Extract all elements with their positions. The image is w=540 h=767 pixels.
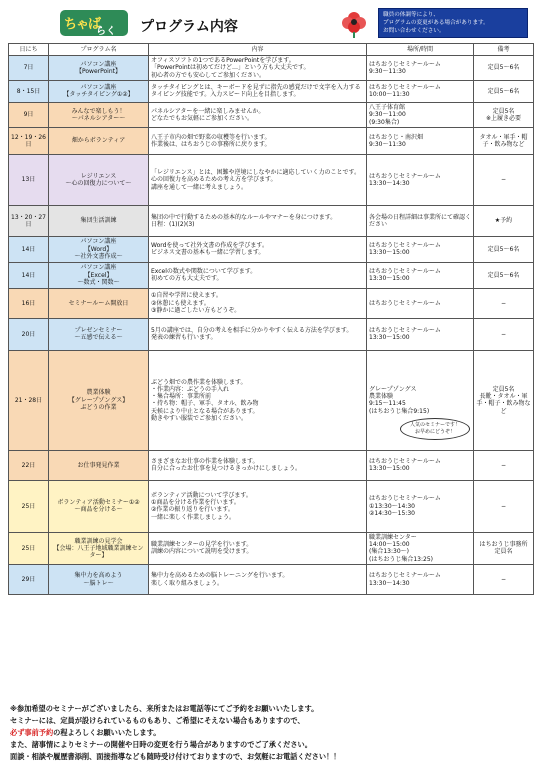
note-cell: 定員5〜6名 <box>474 80 534 102</box>
content-cell: タッチタイピングとは、キーボードを見ずに指先の感覚だけで文字を入力するタイピング技能です。入力スピード向上を目指します。 <box>149 80 367 102</box>
note-cell: − <box>474 565 534 595</box>
footer-line-4: また、諸事情によりセミナーの開催や日時の変更を行う場合がありますのでご了承ください。 <box>10 740 312 749</box>
place-cell: はちおうじセミナールーム 13:30〜14:30 <box>367 565 474 595</box>
table-row <box>9 127 534 154</box>
table-header-row <box>9 44 534 56</box>
note-cell: − <box>474 318 534 350</box>
date-cell: 25日 <box>9 532 49 564</box>
table-row <box>9 205 534 236</box>
logo-text: ちゃば <box>64 17 101 32</box>
content-cell: パネルシアターを一緒に楽しみませんか。 どなたでもお気軽にご参加ください。 <box>149 102 367 127</box>
date-cell: 20日 <box>9 318 49 350</box>
logo-sub: らく <box>96 26 116 37</box>
footer-line-1: ※参加希望のセミナーがございましたら、来所またはお電話等にてご予約をお願いいたします。 <box>10 704 319 713</box>
place-cell: はちおうじセミナールーム <box>367 288 474 318</box>
date-cell: 8・15日 <box>9 80 49 102</box>
program-cell: 集団生活訓練 <box>49 205 149 236</box>
note-cell: 定員5名 長靴・タオル・軍手・帽子・飲み物など <box>474 350 534 450</box>
program-cell: ボランティア活動セミナー①② 〜商品を分ける〜 <box>49 480 149 532</box>
date-cell: 21・28日 <box>9 350 49 450</box>
notice-line: 職員の体調等により、 <box>383 12 439 18</box>
page-header <box>0 0 540 42</box>
program-cell: パソコン講座 【Excel】 〜数式・関数〜 <box>49 262 149 288</box>
popular-bubble: 人気のセミナーです！ お早めにどうぞ！ <box>400 418 470 440</box>
date-cell: 22日 <box>9 450 49 480</box>
table-row <box>9 565 534 595</box>
footer-notes <box>10 703 530 763</box>
notice-box <box>378 8 528 38</box>
table-row <box>9 236 534 262</box>
place-cell: はちおうじセミナールーム 13:30〜15:00 <box>367 318 474 350</box>
date-cell: 7日 <box>9 56 49 81</box>
note-cell: − <box>474 450 534 480</box>
brand-logo <box>60 10 128 36</box>
place-cell: 八王子体育館 9:30〜11:00 (9:30集合) <box>367 102 474 127</box>
program-cell: セミナールーム開放日 <box>49 288 149 318</box>
place-cell: はちおうじセミナールーム 13:30〜15:00 <box>367 236 474 262</box>
content-cell: ①自習や学習に使えます。 ②休憩にも使えます。 ③静かに過ごしたい方もどうぞ。 <box>149 288 367 318</box>
note-cell: − <box>474 288 534 318</box>
date-cell: 14日 <box>9 262 49 288</box>
date-cell: 14日 <box>9 236 49 262</box>
place-cell: はちおうじセミナールーム ①13:30〜14:30 ②14:30〜15:30 <box>367 480 474 532</box>
table-row <box>9 450 534 480</box>
note-cell: − <box>474 480 534 532</box>
notice-line: プログラムの変更がある場合があります。 <box>383 20 489 26</box>
page-title: プログラム内容 <box>140 19 238 35</box>
program-cell: プレゼンセミナー 〜五感で伝える〜 <box>49 318 149 350</box>
note-cell: − <box>474 154 534 205</box>
note-cell: 定員5名 ※上履き必要 <box>474 102 534 127</box>
note-cell: 定員5〜6名 <box>474 236 534 262</box>
date-cell: 16日 <box>9 288 49 318</box>
schedule-table <box>8 43 534 595</box>
footer-line-3-text: の程よろしくお願いいたします。 <box>53 728 161 737</box>
table-row <box>9 318 534 350</box>
program-cell: パソコン講座 【Word】 〜社外文書作成〜 <box>49 236 149 262</box>
table-row <box>9 480 534 532</box>
table-row <box>9 532 534 564</box>
content-cell: 「レジリエンス」とは、困難や逆境にしなやかに適応していく力のことです。 心の回復力を高めるための考え方を学びます。 講座を通して一緒に考えましょう。 <box>149 154 367 205</box>
program-cell: 畑からボランティア <box>49 127 149 154</box>
note-cell: 定員5〜6名 <box>474 262 534 288</box>
place-cell: はちおうじセミナールーム 13:30〜14:30 <box>367 154 474 205</box>
content-cell: Wordを使って社外文書の作成を学びます。 ビジネス文書の基本も一緒に学習します。 <box>149 236 367 262</box>
content-cell: ぶどう畑での農作業を体験します。 ・作業内容：ぶどうの手入れ ・集合場所：事業所前 ・持ち物：帽子、軍手、タオル、飲み物 天候により中止となる場合があります。 動きやすい服装でご参加ください。 <box>149 350 367 450</box>
content-cell: 集中力を高めるための脳トレーニングを行います。 楽しく取り組みましょう。 <box>149 565 367 595</box>
table-row <box>9 80 534 102</box>
place-cell: はちおうじ・南沢畑 9:30〜11:30 <box>367 127 474 154</box>
date-cell: 9日 <box>9 102 49 127</box>
notice-line: お問い合わせください。 <box>383 28 445 34</box>
content-cell: 職業訓練センターの見学を行います。 訓練の内容について説明を受けます。 <box>149 532 367 564</box>
table-row <box>9 56 534 81</box>
date-cell: 29日 <box>9 565 49 595</box>
date-cell: 13・20・27日 <box>9 205 49 236</box>
place-cell: はちおうじセミナールーム 9:30〜11:30 <box>367 56 474 81</box>
content-cell: オフィスソフトの1つであるPowerPointを学びます。 「PowerPointは初めてだけど…」という方も大丈夫です。 初心者の方でも安心してご参加ください。 <box>149 56 367 81</box>
column-header-date: 日にち <box>9 44 49 56</box>
table-row <box>9 262 534 288</box>
date-cell: 13日 <box>9 154 49 205</box>
table-row <box>9 102 534 127</box>
content-cell: 5月の講座では、自分の考えを相手に分かりやすく伝える方法を学びます。 発表の練習も行います。 <box>149 318 367 350</box>
flower-icon <box>340 10 368 38</box>
footer-highlight: 必ず事前予約 <box>10 728 54 737</box>
footer-line-5: 面談・相談や履歴書添削、面接指導なども随時受け付けておりますので、お気軽にお電話ください！！ <box>10 752 341 761</box>
place-cell: はちおうじセミナールーム 13:30〜15:00 <box>367 450 474 480</box>
program-cell: みんなで楽しもう！ 〜パネルシアター〜 <box>49 102 149 127</box>
note-cell: はちおうじ事務所 定員名 <box>474 532 534 564</box>
table-row <box>9 154 534 205</box>
program-cell: お仕事発見作業 <box>49 450 149 480</box>
place-cell: 各会場の日程詳細は事業所にて確認ください <box>367 205 474 236</box>
date-cell: 12・19・26日 <box>9 127 49 154</box>
program-cell: パソコン講座 【タッチタイピング①②】 <box>49 80 149 102</box>
footer-line-3 <box>10 727 530 739</box>
content-cell: 八王子市内の畑で野菜の収穫等を行います。 作業後は、はちおうじの事務所に戻ります。 <box>149 127 367 154</box>
note-cell: 定員5〜6名 <box>474 56 534 81</box>
program-cell: 集中力を高めよう 〜脳トレ〜 <box>49 565 149 595</box>
footer-line-2: セミナーには、定員が設けられているものもあり、ご希望にそえない場合もありますので、 <box>10 716 305 725</box>
table-row <box>9 288 534 318</box>
program-cell: 農業体験 【グレープゾングス】 ぶどうの作業 <box>49 350 149 450</box>
place-cell: はちおうじセミナールーム 13:30〜15:00 <box>367 262 474 288</box>
note-cell: タオル・軍手・帽子・飲み物など <box>474 127 534 154</box>
program-cell: レジリエンス 〜心の回復力について〜 <box>49 154 149 205</box>
column-header-program: プログラム名 <box>49 44 149 56</box>
column-header-place: 場所/時間 <box>367 44 474 56</box>
place-cell: 職業訓練センター 14:00〜15:00 (集合13:30〜) (はちおうじ集合13:25) <box>367 532 474 564</box>
column-header-content: 内容 <box>149 44 367 56</box>
place-cell: グレープゾングス 農業体験 9:15〜11:45 (はちおうじ集合9:15) <box>367 350 474 450</box>
program-cell: 職業訓練の見学会 【会場：八王子地域職業訓練センター】 <box>49 532 149 564</box>
date-cell: 25日 <box>9 480 49 532</box>
content-cell: さまざまなお仕事の作業を体験します。 自分に合ったお仕事を見つけるきっかけにしましょう。 <box>149 450 367 480</box>
place-cell: はちおうじセミナールーム 10:00〜11:30 <box>367 80 474 102</box>
content-cell: Excelの数式や関数について学びます。 初めての方も大丈夫です。 <box>149 262 367 288</box>
column-header-note: 備考 <box>474 44 534 56</box>
program-cell: パソコン講座 【PowerPoint】 <box>49 56 149 81</box>
content-cell: 集団の中で行動するための基本的なルールやマナーを身につけます。 日程：(1)(2)(3) <box>149 205 367 236</box>
content-cell: ボランティア活動について学びます。 ①商品を分ける作業を行います。 ②作業の振り返りを行います。 一緒に楽しく作業しましょう。 <box>149 480 367 532</box>
note-cell: ★予約 <box>474 205 534 236</box>
